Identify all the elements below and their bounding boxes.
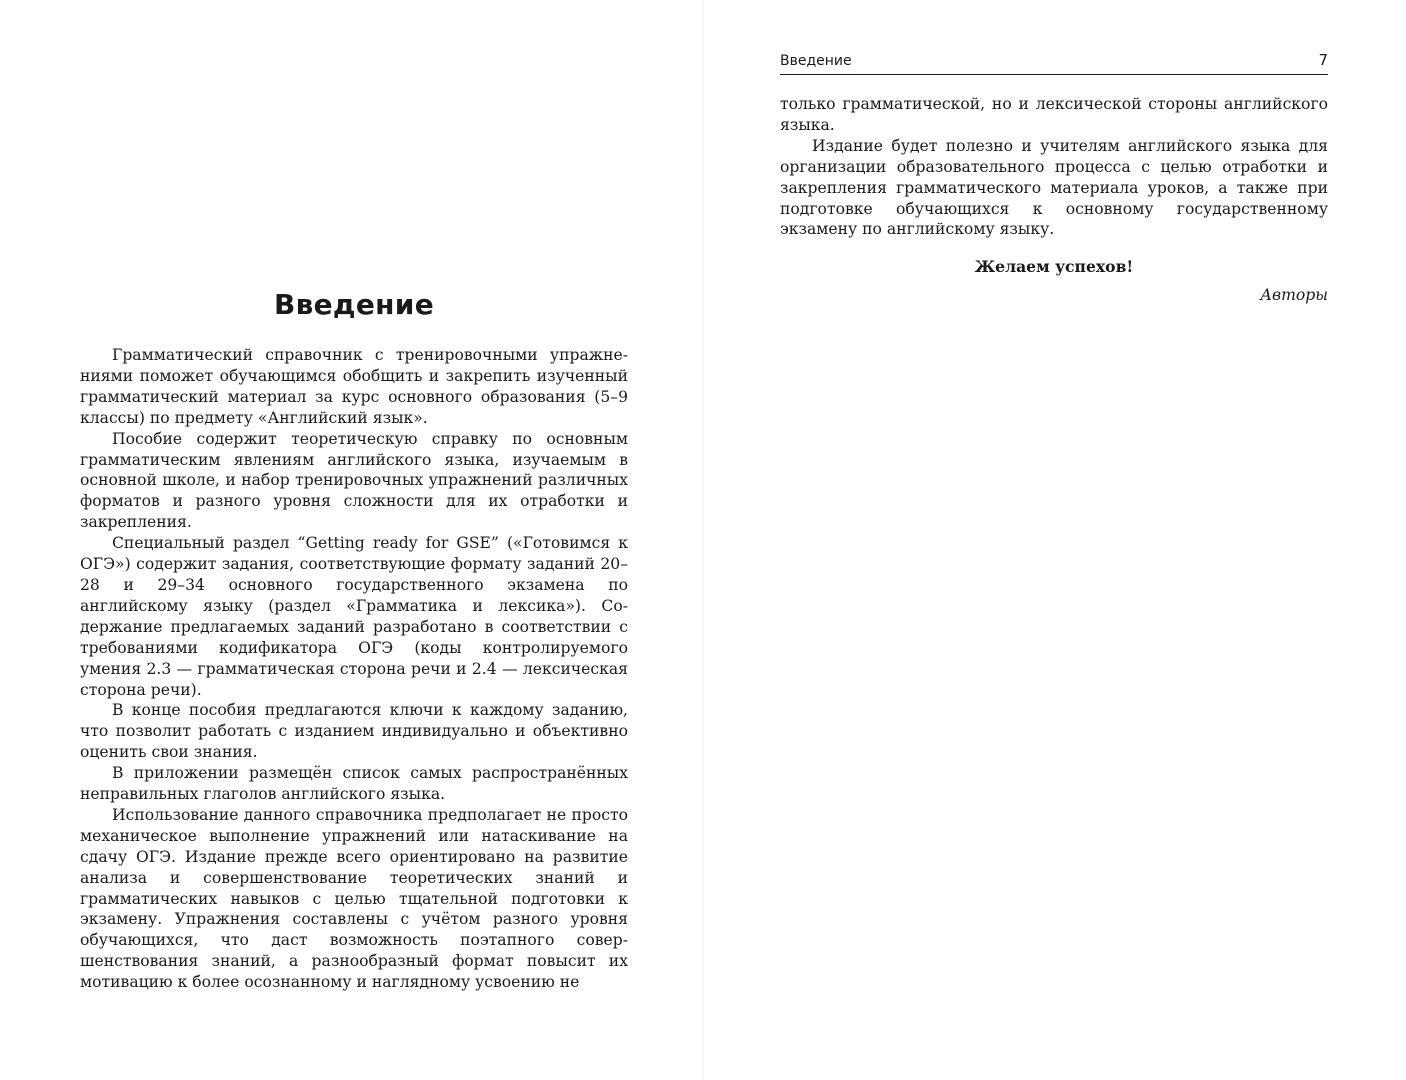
paragraph: Грамматический справочник с тренировочными упражнениями поможет обучающимся обобщить и закрепить изученный грамматический материал за курс основного образования (5–9 классы) по предмету «Английский язык». <box>80 346 628 427</box>
signature: Авторы <box>1260 286 1328 305</box>
paragraph: В приложении размещён список самых распространённых неправильных глаголов английского языка. <box>80 764 628 804</box>
paragraph: В конце пособия предлагаются ключи к каждому заданию, что позволит работать с изданием индивидуально и объективно оценить свои знания. <box>80 701 628 762</box>
right-body-text <box>780 94 1328 306</box>
closing-wish: Желаем успехов! <box>974 257 1134 277</box>
paragraph: Использование данного справочника предполагает не просто механическое выполнение упражнений или натаскивание на сдачу ОГЭ. Издание прежде всего ориентировано на развитие анализа и совершенствование теоретических знаний и грамматических навыков с целью тщательной подготовки к экзамену. Упражнения составлены с учётом разного уровня обучающихся, что даст возможность поэтапного совершенствования знаний, а разнообразный формат повысит их мотивацию к более осознанному и наглядному усвоению не <box>80 805 628 992</box>
running-head-title: Введение <box>780 53 852 69</box>
paragraph: Пособие содержит теоретическую справку по основным грамматическим явлениям английского языка, изучаемым в основной школе, и набор тренировочных упражнений различных форматов и разного уровня сложности для их отработки и закрепления. <box>80 429 628 532</box>
paragraph: Издание будет полезно и учителям английского языка для организации образовательного процесса с целью отработки и закрепления грамматического материала уроков, а также при подготовке обучающихся к основному государственному экзамену по английскому языку. <box>780 136 1328 239</box>
page-number: 7 <box>1318 51 1328 69</box>
chapter-title: Введение <box>273 288 434 321</box>
left-body-text <box>80 345 628 993</box>
paragraph: только грамматической, но и лексической стороны английского языка. <box>780 95 1328 134</box>
paragraph: Специальный раздел “Getting ready for GSE” («Готовимся к ОГЭ») содержит задания, соответствующие формату заданий 20–28 и 29–34 основного государственного экзамена по английскому языку (раздел «Грамматика и лексика»). Содержание предлагаемых заданий разработано в соответствии с требованиями кодификатора ОГЭ (коды контролируемого умения 2.3 — грамматическая сторона речи и 2.4 — лексическая сторона речи). <box>80 534 628 699</box>
running-head <box>780 50 1328 75</box>
right-page <box>703 0 1406 1080</box>
